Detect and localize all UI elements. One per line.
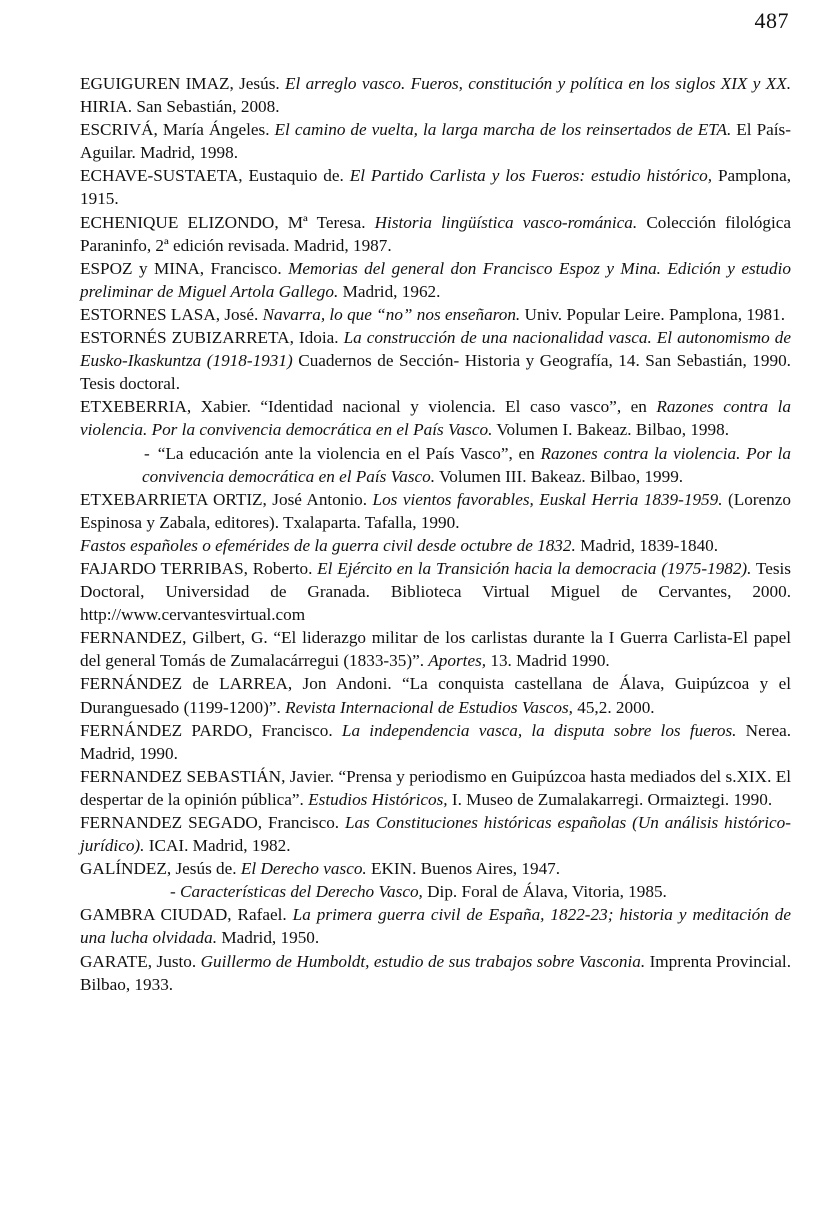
bibliography-entry: [80, 303, 791, 326]
bibliography-entry: [80, 765, 791, 811]
bibliography-entry: [80, 811, 791, 857]
entry-title: Memorias del general don Francisco Espoz y Mina. Edición y estudio preliminar de Miguel Artola Gallego.: [80, 258, 791, 301]
bibliography-entry: [80, 903, 791, 949]
entry-author: FERNANDEZ SEBASTIÁN, Javier. “Prensa y periodismo en Guipúzcoa hasta mediados del s.XIX. El despertar de la opinión pública”.: [80, 766, 791, 809]
bibliography-entry: [80, 557, 791, 626]
entry-publication: Univ. Popular Leire. Pamplona, 1981.: [520, 304, 786, 324]
entry-title: El camino de vuelta, la larga marcha de los reinsertados de ETA.: [274, 120, 732, 140]
entry-author: ESPOZ y MINA, Francisco.: [80, 258, 289, 278]
entry-publication: Nerea. Madrid, 1990.: [80, 720, 792, 763]
entry-title: El Ejército en la Transición hacia la democracia (1975-1982).: [317, 558, 752, 578]
entry-publication: (Lorenzo Espinosa y Zabala, editores). Txalaparta. Tafalla, 1990.: [80, 489, 791, 532]
entry-publication: Madrid, 1839-1840.: [575, 535, 719, 555]
entry-title: Características del Derecho Vasco,: [180, 882, 423, 902]
entry-publication: ICAI. Madrid, 1982.: [144, 836, 291, 856]
entry-title: El Partido Carlista y los Fueros: estudio histórico,: [349, 166, 713, 186]
bibliography-entry: [80, 118, 791, 164]
entry-author: FERNANDEZ, Gilbert, G. “El liderazgo militar de los carlistas durante la I Guerra Carlista-El papel del general Tomás de Zumalacárregui (1833-35)”.: [80, 628, 791, 671]
bibliography-entry: [80, 164, 791, 210]
entry-publication: HIRIA. San Sebastián, 2008.: [80, 97, 280, 117]
entry-title: Los vientos favorables, Euskal Herria 1839-1959.: [372, 489, 723, 509]
bibliography-list: [80, 72, 791, 996]
bibliography-entry: [80, 326, 791, 395]
continuation-dash: -: [144, 443, 150, 463]
entry-publication: El País-Aguilar. Madrid, 1998.: [80, 120, 791, 163]
bibliography-entry: [80, 257, 791, 303]
bibliography-entry: [80, 626, 791, 672]
bibliography-entry: [80, 880, 791, 903]
entry-publication: Volumen I. Bakeaz. Bilbao, 1998.: [492, 420, 729, 440]
entry-publication: Pamplona, 1915.: [80, 166, 792, 209]
entry-author: ECHENIQUE ELIZONDO, Mª Teresa.: [80, 212, 375, 232]
entry-author: GARATE, Justo.: [80, 951, 201, 971]
entry-publication: EKIN. Buenos Aires, 1947.: [366, 859, 561, 879]
entry-title: Historia lingüística vasco-románica.: [374, 212, 638, 232]
page-number: 487: [754, 8, 789, 33]
bibliography-entry: [80, 857, 791, 880]
entry-publication: I. Museo de Zumalakarregi. Ormaiztegi. 1990.: [447, 789, 773, 809]
entry-author: EGUIGUREN IMAZ, Jesús.: [80, 74, 285, 93]
entry-author: ECHAVE-SUSTAETA, Eustaquio de.: [80, 166, 350, 186]
entry-author: FERNÁNDEZ PARDO, Francisco.: [80, 720, 342, 740]
bibliography-entry: [80, 950, 791, 996]
entry-publication: Cuadernos de Sección- Historia y Geografía, 14. San Sebastián, 1990. Tesis doctoral.: [80, 351, 791, 394]
entry-publication: 13. Madrid 1990.: [486, 651, 610, 671]
entry-publication: Madrid, 1962.: [338, 281, 441, 301]
entry-title: El Derecho vasco.: [240, 859, 367, 879]
bibliography-entry: [80, 442, 791, 488]
entry-author: ESTORNÉS ZUBIZARRETA, Idoia.: [80, 328, 344, 348]
entry-title: Estudios Históricos,: [308, 789, 448, 809]
entry-title: Fastos españoles o efemérides de la guerra civil desde octubre de 1832.: [80, 535, 576, 555]
entry-author: ETXEBERRIA, Xabier. “Identidad nacional y violencia. El caso vasco”, en: [80, 397, 657, 417]
entry-title: La independencia vasca, la disputa sobre los fueros.: [341, 720, 737, 740]
bibliography-entry: [80, 72, 791, 118]
entry-publication: Imprenta Provincial. Bilbao, 1933.: [80, 951, 791, 994]
entry-publication: Volumen III. Bakeaz. Bilbao, 1999.: [435, 466, 684, 486]
entry-publication: Madrid, 1950.: [217, 928, 320, 948]
entry-title: La construcción de una nacionalidad vasca. El autonomismo de Eusko-Ikaskuntza (1918-1931): [80, 328, 791, 371]
entry-title: El arreglo vasco. Fueros, constitución y política en los siglos XIX y XX.: [285, 74, 791, 93]
entry-author: GAMBRA CIUDAD, Rafael.: [80, 905, 293, 925]
entry-author: ESCRIVÁ, María Ángeles.: [80, 120, 275, 140]
entry-publication: Dip. Foral de Álava, Vitoria, 1985.: [422, 882, 667, 902]
entry-publication: Colección filológica Paraninfo, 2ª edición revisada. Madrid, 1987.: [80, 212, 791, 255]
entry-author: GALÍNDEZ, Jesús de.: [80, 859, 241, 879]
entry-title: Las Constituciones históricas españolas (Un análisis histórico-jurídico).: [80, 813, 791, 856]
entry-title: Razones contra la violencia. Por la convivencia democrática en el País Vasco.: [142, 443, 791, 486]
entry-title: Aportes,: [428, 651, 487, 671]
entry-author: FERNÁNDEZ de LARREA, Jon Andoni. “La conquista castellana de Álava, Guipúzcoa y el Duranguesado (1199-1200)”.: [80, 674, 791, 717]
entry-author: FERNANDEZ SEGADO, Francisco.: [80, 813, 345, 832]
entry-author: FAJARDO TERRIBAS, Roberto.: [80, 558, 318, 578]
continuation-dash: -: [170, 882, 176, 902]
bibliography-entry: [80, 719, 791, 765]
entry-title: Razones contra la violencia. Por la convivencia democrática en el País Vasco.: [80, 397, 792, 440]
entry-author: “La educación ante la violencia en el País Vasco”, en: [157, 443, 541, 463]
bibliography-entry: [80, 488, 791, 534]
bibliography-entry: [80, 534, 791, 557]
entry-publication: Tesis Doctoral, Universidad de Granada. Biblioteca Virtual Miguel de Cervantes, 2000. http://www.cervantesvirtual.com: [80, 558, 792, 625]
bibliography-entry: [80, 672, 791, 718]
entry-title: La primera guerra civil de España, 1822-23; historia y meditación de una lucha olvidada.: [80, 905, 792, 948]
entry-title: Revista Internacional de Estudios Vascos,: [285, 697, 573, 717]
entry-title: Navarra, lo que “no” nos enseñaron.: [262, 304, 521, 324]
bibliography-entry: [80, 211, 791, 257]
entry-publication: 45,2. 2000.: [572, 697, 655, 717]
entry-author: ETXEBARRIETA ORTIZ, José Antonio.: [80, 489, 373, 509]
entry-title: Guillermo de Humboldt, estudio de sus trabajos sobre Vasconia.: [200, 951, 646, 971]
bibliography-entry: [80, 395, 791, 441]
entry-author: ESTORNES LASA, José.: [80, 304, 263, 324]
